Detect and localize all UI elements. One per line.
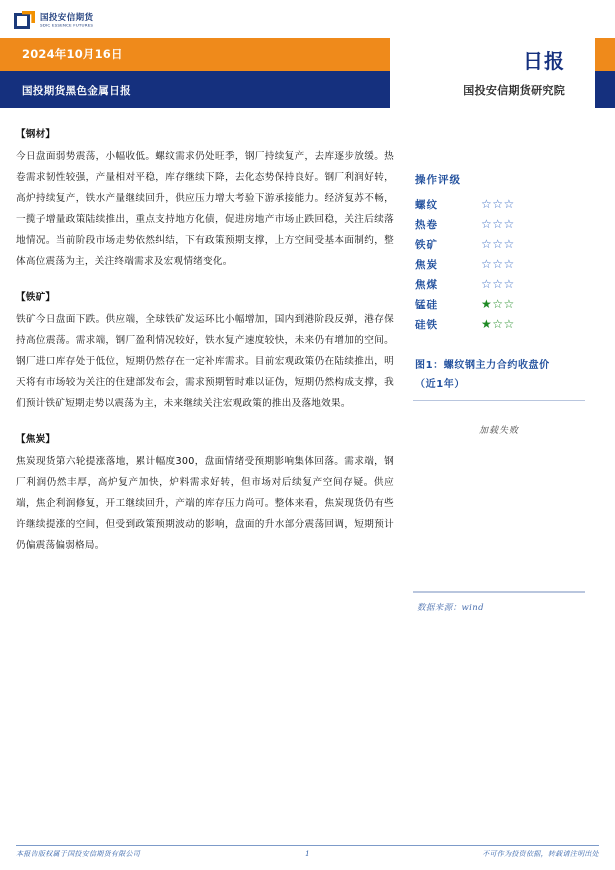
header-right-panel	[393, 38, 592, 108]
rating-stars	[481, 198, 515, 210]
figure-caption	[415, 356, 585, 394]
logo-name-cn: 国投安信期货	[40, 12, 94, 23]
rating-row-label: 硅铁	[415, 318, 438, 331]
section-body: 铁矿今日盘面下跌。供应端，全球铁矿发运环比小幅增加，国内到港阶段反弹，港存保持高位震荡。需求端，钢厂盈利情况较好，铁水复产速度较快，未来仍有增加的空间。钢厂进口库存处于低位，短期仍然存在一定补库需求。目前宏观政策仍在陆续推出，明天将有市场较为关注的住建部发布会，需求预期暂时难以证伪，短期仍然构成支撑，我们预计铁矿短期走势以震荡为主，未来继续关注宏观政策的推出及落地效果。	[16, 314, 394, 409]
star-hollow-icon: ☆	[492, 197, 504, 211]
rating-stars	[481, 218, 515, 230]
rating-stars	[481, 238, 515, 250]
header-subtitle: 国投期货黑色金属日报	[22, 85, 131, 97]
logo-blue-square-icon	[14, 13, 30, 29]
star-hollow-icon: ☆	[481, 237, 493, 251]
section-title: 【铁矿】	[16, 292, 56, 303]
rating-row-label: 焦煤	[415, 278, 438, 291]
section-coke	[16, 431, 394, 556]
section-steel	[16, 126, 394, 272]
star-hollow-icon: ☆	[503, 217, 515, 231]
star-filled-icon: ★	[481, 297, 493, 311]
rating-row	[415, 294, 590, 314]
header-accent-blue	[595, 71, 615, 108]
footer-disclaimer: 不可作为投资依据，转载请注明出处	[482, 850, 599, 858]
section-iron-ore	[16, 289, 394, 414]
rating-row	[415, 234, 590, 254]
star-hollow-icon: ☆	[481, 217, 493, 231]
rating-stars	[481, 258, 515, 270]
sidebar-column	[405, 172, 590, 613]
rating-table-title: 操作评级	[415, 174, 461, 186]
section-body: 今日盘面弱势震荡，小幅收低。螺纹需求仍处旺季，钢厂持续复产，去库逐步放缓。热卷需求韧性较强，产量相对平稳，库存继续下降，去化态势保持良好。钢厂利润好转，高炉持续复产，铁水产量继续回升，供应压力增大考验下游承接能力。经济复苏不畅，一揽子增量政策陆续推出，重点支持地方化债，促进房地产市场止跌回稳，关注后续落地情况。当前阶段市场走势依然纠结，下有政策预期支撑，上方空间受基本面制约，整体高位震荡为主，关注终端需求及宏观情绪变化。	[16, 151, 394, 267]
company-logo	[14, 11, 93, 31]
rating-row	[415, 254, 590, 274]
section-title: 【焦炭】	[16, 434, 56, 445]
rating-row	[415, 274, 590, 294]
figure-load-failed-message: 加载失败	[478, 426, 520, 437]
footer-page-number: 1	[305, 850, 310, 858]
logo-mark-icon	[14, 11, 35, 31]
star-hollow-icon: ☆	[481, 197, 493, 211]
star-hollow-icon: ☆	[503, 297, 515, 311]
star-hollow-icon: ☆	[503, 257, 515, 271]
figure-chart-area	[413, 401, 585, 591]
page-title: 日报	[523, 49, 565, 73]
header-accent-orange	[595, 38, 615, 71]
star-hollow-icon: ☆	[492, 257, 504, 271]
star-hollow-icon: ☆	[503, 277, 515, 291]
figure-divider-bottom	[413, 591, 585, 592]
rating-row	[415, 194, 590, 214]
footer-divider	[16, 845, 599, 846]
star-hollow-icon: ☆	[481, 277, 493, 291]
rating-row	[415, 314, 590, 334]
star-filled-icon: ★	[481, 317, 493, 331]
header-date: 2024年10月16日	[22, 47, 123, 61]
rating-row-label: 螺纹	[415, 198, 438, 211]
rating-table	[405, 194, 590, 334]
star-hollow-icon: ☆	[492, 277, 504, 291]
star-hollow-icon: ☆	[492, 297, 504, 311]
logo-text	[40, 14, 93, 28]
rating-row-label: 热卷	[415, 218, 438, 231]
section-body: 焦炭现货第六轮提涨落地，累计幅度300，盘面情绪受预期影响集体回落。需求端，钢厂利润仍然丰厚，高炉复产加快，炉料需求好转，但市场对后续复产空间存疑。供应端，焦企利润修复，开工继续回升，产端的库存压力尚可。整体来看，焦炭现货仍有些许继续提涨的空间，但受到政策预期波动的影响，盘面的升水部分震荡回调，短期预计仍偏震荡偏弱格局。	[16, 456, 394, 551]
star-hollow-icon: ☆	[492, 237, 504, 251]
header-blue-band	[0, 71, 390, 108]
rating-row-label: 焦炭	[415, 258, 438, 271]
section-title: 【钢材】	[16, 129, 56, 140]
header-orange-band	[0, 38, 390, 71]
star-hollow-icon: ☆	[481, 257, 493, 271]
star-hollow-icon: ☆	[503, 237, 515, 251]
star-hollow-icon: ☆	[503, 197, 515, 211]
rating-stars	[481, 298, 515, 310]
star-hollow-icon: ☆	[492, 217, 504, 231]
footer-copyright: 本报告版权属于国投安信期货有限公司	[16, 850, 141, 858]
page-footer	[16, 849, 599, 859]
logo-name-en: SDIC ESSENCE FUTURES	[40, 23, 94, 28]
figure-caption-line1: 图1：螺纹钢主力合约收盘价	[415, 360, 550, 371]
rating-row-label: 铁矿	[415, 238, 438, 251]
figure-caption-line2: （近1年）	[415, 379, 465, 390]
header-organization: 国投安信期货研究院	[463, 84, 565, 97]
star-hollow-icon: ☆	[503, 317, 515, 331]
figure-source: 数据来源：wind	[417, 602, 485, 613]
rating-row	[415, 214, 590, 234]
rating-row-label: 锰硅	[415, 298, 438, 311]
document-header	[0, 38, 615, 108]
article-column	[16, 126, 394, 573]
star-hollow-icon: ☆	[492, 317, 504, 331]
logo-strip	[0, 0, 615, 38]
rating-stars	[481, 278, 515, 290]
rating-stars	[481, 318, 515, 330]
